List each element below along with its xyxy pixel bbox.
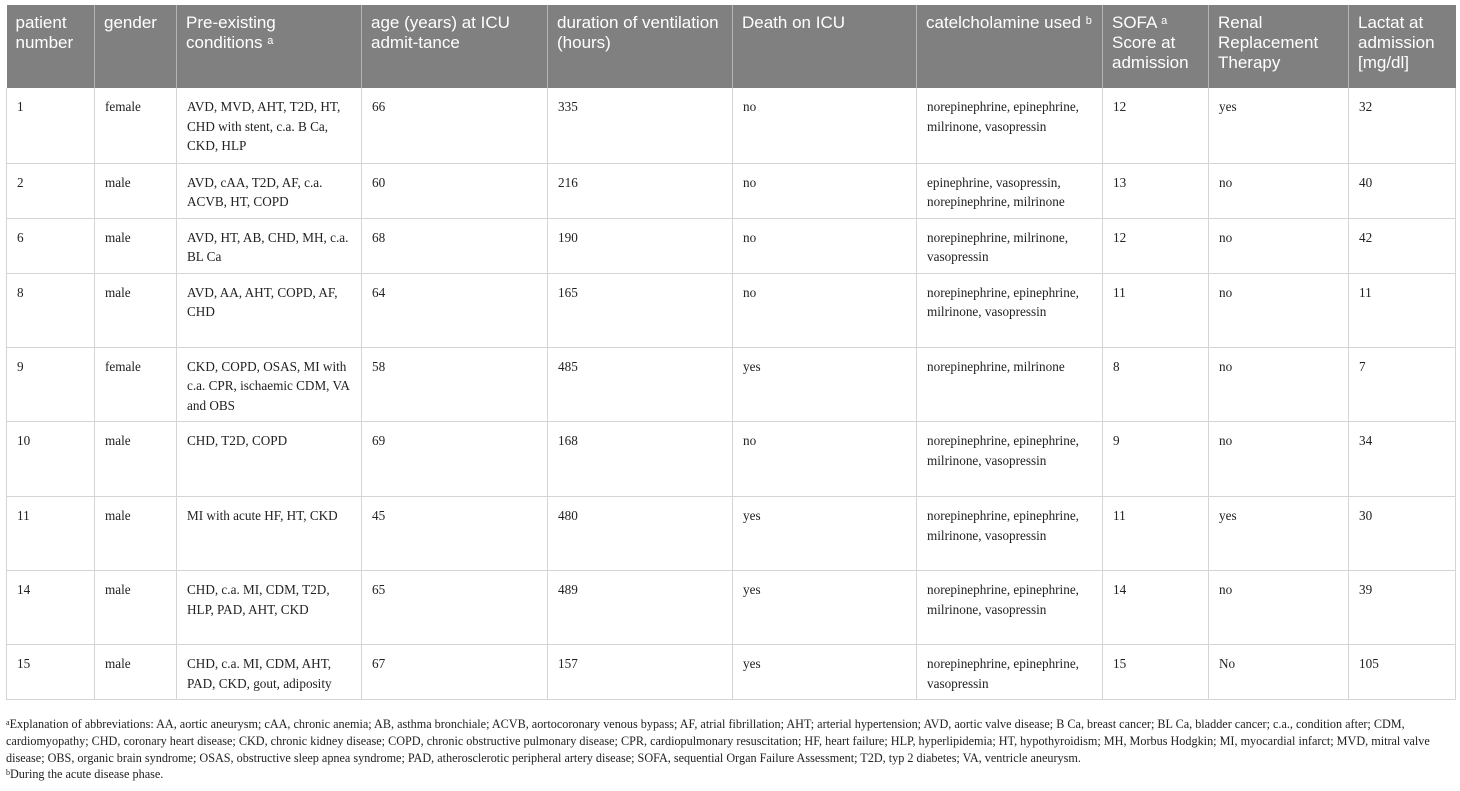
table-row bbox=[7, 571, 1456, 645]
patient-characteristics-table bbox=[6, 5, 1456, 700]
cell-death: no bbox=[733, 422, 917, 497]
cell-ventilation: 489 bbox=[548, 571, 733, 645]
cell-catecholamine: norepinephrine, epinephrine, milrinone, vasopressin bbox=[917, 422, 1103, 497]
cell-age: 69 bbox=[362, 422, 548, 497]
cell-patient-number: 1 bbox=[7, 88, 95, 163]
table-row bbox=[7, 163, 1456, 218]
header-age: age (years) at ICU admit-tance bbox=[362, 5, 548, 88]
cell-age: 66 bbox=[362, 88, 548, 163]
footnote-mark-b: b bbox=[1085, 15, 1092, 27]
cell-lactat: 42 bbox=[1349, 218, 1456, 273]
cell-lactat: 11 bbox=[1349, 273, 1456, 347]
cell-rrt: no bbox=[1209, 273, 1349, 347]
cell-death: no bbox=[733, 88, 917, 163]
cell-patient-number: 10 bbox=[7, 422, 95, 497]
cell-ventilation: 190 bbox=[548, 218, 733, 273]
cell-age: 67 bbox=[362, 645, 548, 700]
cell-sofa: 14 bbox=[1103, 571, 1209, 645]
header-sofa-score: SOFA $^a$ Score at admission bbox=[1103, 5, 1209, 88]
cell-sofa: 12 bbox=[1103, 218, 1209, 273]
cell-conditions: CHD, c.a. MI, CDM, AHT, PAD, CKD, gout, adiposity bbox=[177, 645, 362, 700]
cell-ventilation: 335 bbox=[548, 88, 733, 163]
table-row bbox=[7, 422, 1456, 497]
table-row bbox=[7, 645, 1456, 700]
cell-lactat: 105 bbox=[1349, 645, 1456, 700]
footnote-mark-a: a bbox=[267, 35, 274, 47]
cell-gender: male bbox=[95, 273, 177, 347]
cell-death: no bbox=[733, 218, 917, 273]
cell-sofa: 8 bbox=[1103, 347, 1209, 422]
cell-patient-number: 9 bbox=[7, 347, 95, 422]
cell-conditions: MI with acute HF, HT, CKD bbox=[177, 497, 362, 571]
header-renal-replacement-therapy: Renal Replacement Therapy bbox=[1209, 5, 1349, 88]
cell-catecholamine: norepinephrine, epinephrine, milrinone, vasopressin bbox=[917, 273, 1103, 347]
cell-gender: male bbox=[95, 218, 177, 273]
cell-conditions: AVD, cAA, T2D, AF, c.a. ACVB, HT, COPD bbox=[177, 163, 362, 218]
cell-age: 68 bbox=[362, 218, 548, 273]
cell-death: no bbox=[733, 163, 917, 218]
cell-gender: female bbox=[95, 347, 177, 422]
cell-patient-number: 2 bbox=[7, 163, 95, 218]
cell-patient-number: 8 bbox=[7, 273, 95, 347]
cell-sofa: 12 bbox=[1103, 88, 1209, 163]
cell-age: 64 bbox=[362, 273, 548, 347]
table-row bbox=[7, 88, 1456, 163]
cell-patient-number: 15 bbox=[7, 645, 95, 700]
cell-lactat: 32 bbox=[1349, 88, 1456, 163]
cell-ventilation: 168 bbox=[548, 422, 733, 497]
cell-sofa: 11 bbox=[1103, 273, 1209, 347]
header-pre-existing-conditions: Pre-existing conditions $^a$ bbox=[177, 5, 362, 88]
cell-lactat: 34 bbox=[1349, 422, 1456, 497]
cell-ventilation: 216 bbox=[548, 163, 733, 218]
header-patient-number: patient number bbox=[7, 5, 95, 88]
footnote-a-text: Explanation of abbreviations: AA, aortic aneurysm; cAA, chronic anemia; AB, asthma bronchiale; ACVB, aortocoronary venous bypass; AF, atrial fibrillation; AHT; arterial hypertension; AVD, aortic valve disease; B Ca, breast cancer; BL Ca, bladder cancer; c.a., condition after; CDM, cardiomyopathy; CHD, coronary heart disease; CKD, chronic kidney disease; COPD, chronic obstructive pulmonary disease; CPR, cardiopulmonary resuscitation; HF, heart failure; HLP, hyperlipidemia; HT, hypothyroidism; MH, Morbus Hodgkin; MI, myocardial infarct; MVD, mitral valve disease; OBS, organic brain syndrome; OSAS, obstructive sleep apnea syndrome; PAD, atherosclerotic peripheral artery disease; SOFA, sequential Organ Failure Assessment; T2D, typ 2 diabetes; VA, ventricle aneurysm. bbox=[6, 717, 1430, 765]
cell-death: yes bbox=[733, 571, 917, 645]
cell-age: 60 bbox=[362, 163, 548, 218]
cell-catecholamine: norepinephrine, epinephrine, milrinone, vasopressin bbox=[917, 571, 1103, 645]
cell-gender: male bbox=[95, 645, 177, 700]
cell-catecholamine: norepinephrine, milrinone bbox=[917, 347, 1103, 422]
footnote-b-text: During the acute disease phase. bbox=[10, 767, 164, 782]
cell-death: yes bbox=[733, 347, 917, 422]
cell-catecholamine: norepinephrine, epinephrine, vasopressin bbox=[917, 645, 1103, 700]
table-row bbox=[7, 347, 1456, 422]
cell-catecholamine: norepinephrine, epinephrine, milrinone, vasopressin bbox=[917, 88, 1103, 163]
cell-catecholamine: epinephrine, vasopressin, norepinephrine, milrinone bbox=[917, 163, 1103, 218]
table-footnotes bbox=[6, 716, 1455, 783]
cell-conditions: CHD, c.a. MI, CDM, T2D, HLP, PAD, AHT, CKD bbox=[177, 571, 362, 645]
header-gender: gender bbox=[95, 5, 177, 88]
cell-gender: female bbox=[95, 88, 177, 163]
cell-rrt: No bbox=[1209, 645, 1349, 700]
cell-rrt: no bbox=[1209, 422, 1349, 497]
cell-lactat: 30 bbox=[1349, 497, 1456, 571]
footnote-a-mark: a bbox=[6, 718, 10, 727]
cell-catecholamine: norepinephrine, epinephrine, milrinone, vasopressin bbox=[917, 497, 1103, 571]
cell-sofa: 11 bbox=[1103, 497, 1209, 571]
cell-conditions: CKD, COPD, OSAS, MI with c.a. CPR, ischaemic CDM, VA and OBS bbox=[177, 347, 362, 422]
header-ventilation-duration: duration of ventilation (hours) bbox=[548, 5, 733, 88]
cell-death: yes bbox=[733, 497, 917, 571]
cell-lactat: 40 bbox=[1349, 163, 1456, 218]
cell-sofa: 13 bbox=[1103, 163, 1209, 218]
cell-lactat: 7 bbox=[1349, 347, 1456, 422]
cell-gender: male bbox=[95, 422, 177, 497]
header-lactat: Lactat at admission [mg/dl] bbox=[1349, 5, 1456, 88]
cell-sofa: 15 bbox=[1103, 645, 1209, 700]
cell-death: no bbox=[733, 273, 917, 347]
cell-rrt: yes bbox=[1209, 88, 1349, 163]
cell-patient-number: 14 bbox=[7, 571, 95, 645]
table-row bbox=[7, 273, 1456, 347]
cell-age: 58 bbox=[362, 347, 548, 422]
table-row bbox=[7, 218, 1456, 273]
cell-patient-number: 11 bbox=[7, 497, 95, 571]
cell-conditions: CHD, T2D, COPD bbox=[177, 422, 362, 497]
cell-ventilation: 485 bbox=[548, 347, 733, 422]
header-death-on-icu: Death on ICU bbox=[733, 5, 917, 88]
cell-lactat: 39 bbox=[1349, 571, 1456, 645]
cell-gender: male bbox=[95, 497, 177, 571]
cell-conditions: AVD, MVD, AHT, T2D, HT, CHD with stent, c.a. B Ca, CKD, HLP bbox=[177, 88, 362, 163]
cell-age: 65 bbox=[362, 571, 548, 645]
header-row bbox=[7, 5, 1456, 88]
cell-rrt: no bbox=[1209, 218, 1349, 273]
cell-patient-number: 6 bbox=[7, 218, 95, 273]
header-catecholamine: catelcholamine used $^b$ bbox=[917, 5, 1103, 88]
cell-rrt: yes bbox=[1209, 497, 1349, 571]
cell-rrt: no bbox=[1209, 163, 1349, 218]
cell-sofa: 9 bbox=[1103, 422, 1209, 497]
table-row bbox=[7, 497, 1456, 571]
cell-ventilation: 157 bbox=[548, 645, 733, 700]
cell-gender: male bbox=[95, 571, 177, 645]
cell-rrt: no bbox=[1209, 571, 1349, 645]
footnote-mark-a: a bbox=[1161, 15, 1168, 27]
cell-rrt: no bbox=[1209, 347, 1349, 422]
footnote-a bbox=[6, 716, 1455, 766]
table-container bbox=[6, 5, 1455, 700]
cell-ventilation: 480 bbox=[548, 497, 733, 571]
footnote-b bbox=[6, 766, 1455, 783]
cell-conditions: AVD, HT, AB, CHD, MH, c.a. BL Ca bbox=[177, 218, 362, 273]
cell-death: yes bbox=[733, 645, 917, 700]
cell-gender: male bbox=[95, 163, 177, 218]
footnote-b-mark: b bbox=[6, 768, 10, 778]
cell-catecholamine: norepinephrine, milrinone, vasopressin bbox=[917, 218, 1103, 273]
cell-age: 45 bbox=[362, 497, 548, 571]
cell-ventilation: 165 bbox=[548, 273, 733, 347]
cell-conditions: AVD, AA, AHT, COPD, AF, CHD bbox=[177, 273, 362, 347]
